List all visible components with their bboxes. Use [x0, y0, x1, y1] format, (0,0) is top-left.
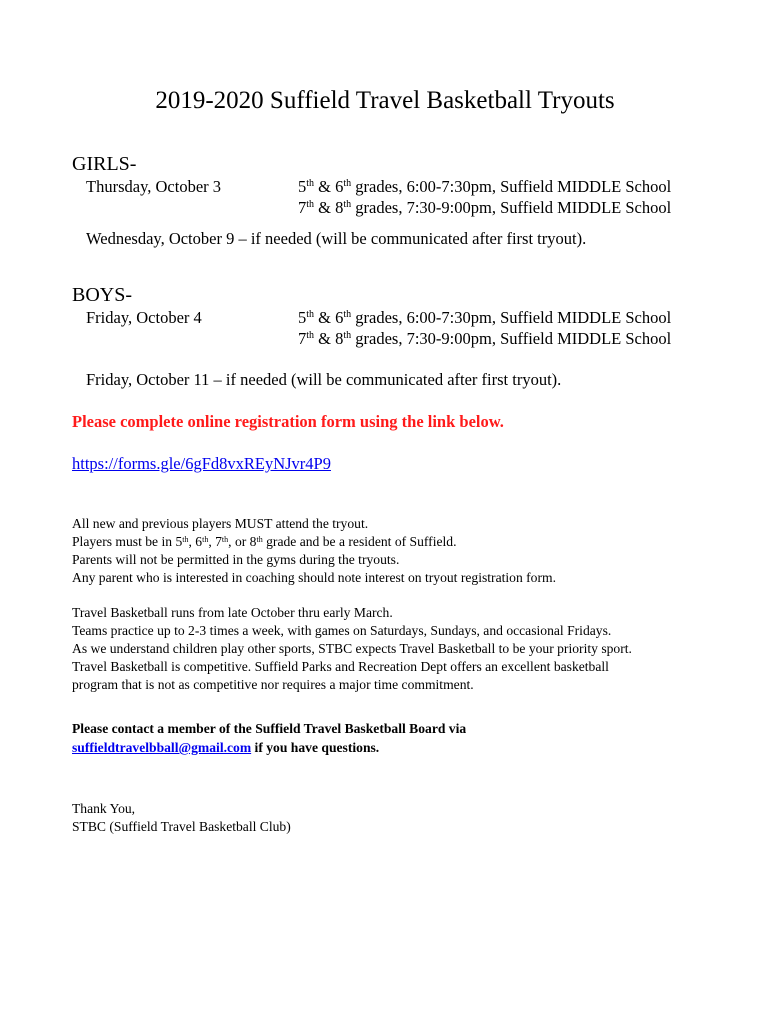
closing-thanks: Thank You, [72, 801, 136, 816]
girls-schedule-line-2: 7th & 8th grades, 7:30-9:00pm, Suffield MIDDLE School [298, 198, 672, 217]
page-title: 2019-2020 Suffield Travel Basketball Tryouts [155, 87, 615, 114]
contact-instruction: Please contact a member of the Suffield Travel Basketball Board via [72, 721, 467, 736]
boys-schedule-line-1: 5th & 6th grades, 6:00-7:30pm, Suffield MIDDLE School [298, 308, 672, 327]
info-practice: Teams practice up to 2-3 times a week, with games on Saturdays, Sundays, and occasional Fridays. [72, 623, 612, 638]
info-alternative: program that is not as competitive nor requires a major time commitment. [72, 677, 474, 692]
boys-heading: BOYS- [72, 284, 133, 306]
registration-instruction: Please complete online registration form using the link below. [72, 412, 504, 431]
info-season: Travel Basketball runs from late October thru early March. [72, 605, 393, 620]
info-priority: As we understand children play other sports, STBC expects Travel Basketball to be your priority sport. [72, 641, 632, 656]
registration-form-link[interactable]: https://forms.gle/6gFd8vxREyNJvr4P9 [72, 454, 331, 473]
contact-line [72, 739, 379, 757]
girls-schedule-line-1: 5th & 6th grades, 6:00-7:30pm, Suffield MIDDLE School [298, 177, 672, 196]
girls-tryout-date: Thursday, October 3 [86, 177, 222, 196]
info-competitive: Travel Basketball is competitive. Suffield Parks and Recreation Dept offers an excellent basketball [72, 659, 609, 674]
boys-schedule-line-2: 7th & 8th grades, 7:30-9:00pm, Suffield MIDDLE School [298, 329, 672, 348]
contact-suffix: if you have questions. [251, 740, 380, 755]
rule-eligibility: Players must be in 5th, 6th, 7th, or 8th grade and be a resident of Suffield. [72, 534, 457, 549]
closing-signature: STBC (Suffield Travel Basketball Club) [72, 819, 291, 834]
rule-coaching: Any parent who is interested in coaching should note interest on tryout registration form. [72, 570, 556, 585]
boys-tryout-date: Friday, October 4 [86, 308, 202, 327]
boys-backup-date: Friday, October 11 – if needed (will be communicated after first tryout). [86, 370, 562, 389]
rule-parents: Parents will not be permitted in the gyms during the tryouts. [72, 552, 400, 567]
rule-attendance: All new and previous players MUST attend the tryout. [72, 516, 369, 531]
contact-email-link[interactable]: suffieldtravelbball@gmail.com [72, 740, 252, 755]
girls-backup-date: Wednesday, October 9 – if needed (will be communicated after first tryout). [86, 229, 587, 248]
girls-heading: GIRLS- [72, 153, 137, 175]
